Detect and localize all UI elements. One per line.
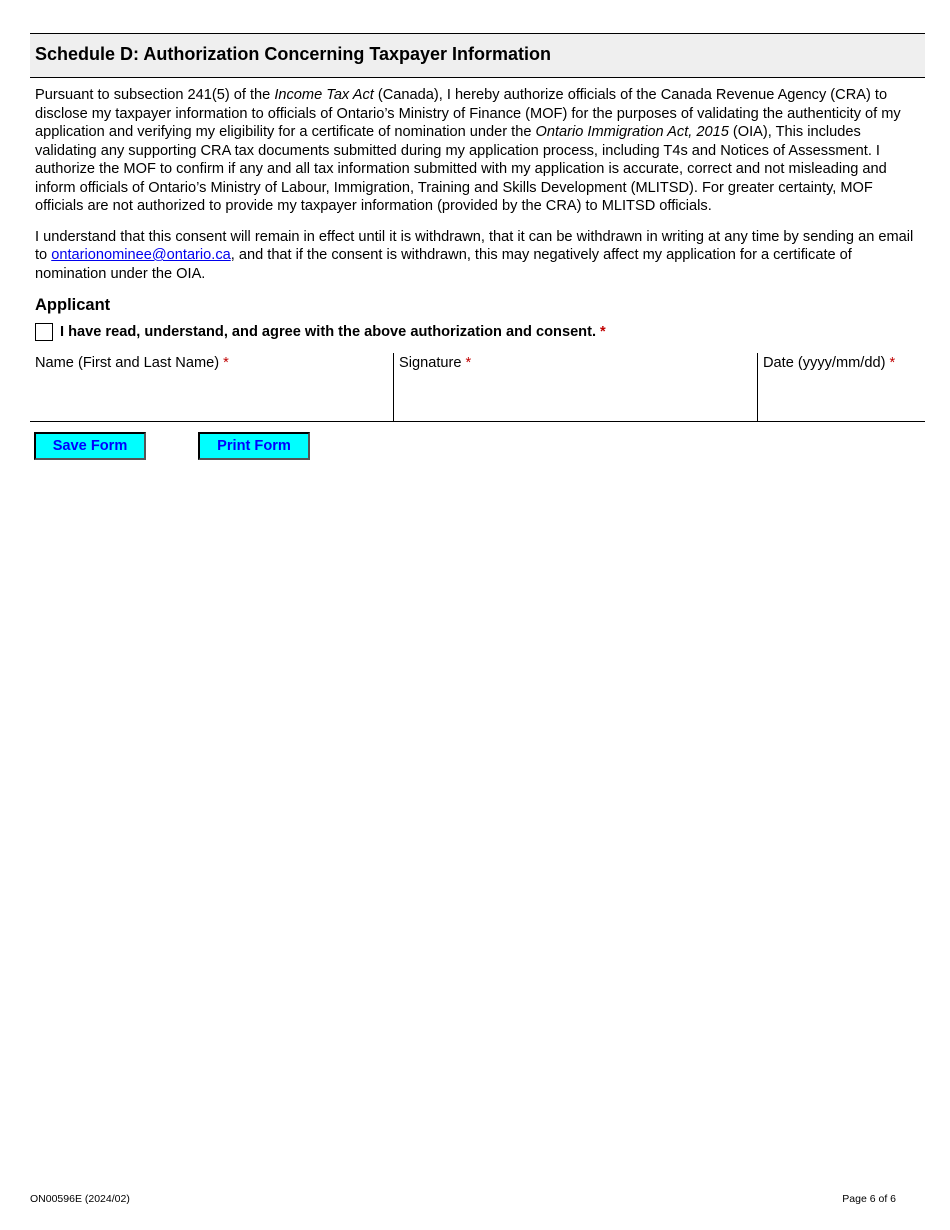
date-input[interactable] [763, 377, 924, 415]
auth-text-part: (OIA), This includes validating any supporting CRA tax documents submitted during my application process, including T4s and Notices of Assessment. I authorize the MOF to confirm if any and all tax information submitted with my application is accurate, correct and not misleading and inform officials of Ontario’s Ministry of Labour, Immigration, Training and Skills Development (MLITSD). For greater certainty, MOF officials are not authorized to provide my taxpayer information (provided by the CRA) to MLITSD officials. [35, 124, 887, 214]
print-form-button[interactable]: Print Form [198, 432, 310, 460]
schedule-title-text: Schedule D: Authorization Concerning Taxpayer Information [35, 44, 552, 64]
email-link[interactable]: ontarionominee@ontario.ca [51, 247, 231, 263]
auth-text-part: (Canada), I hereby authorize officials of the Canada Revenue Agency (CRA) to disclose my taxpayer information to officials of Ontario’s Ministry of Finance (MOF) for the purposes of validating the authenticity of my application and verifying my eligibility for a certificate of nomination under the [35, 87, 901, 140]
form-page [30, 33, 925, 460]
applicant-fields-row [30, 353, 925, 422]
form-code: ON00596E (2024/02) [30, 1193, 130, 1205]
withdrawal-text-part: I understand that this consent will remain in effect until it is withdrawn, that it can be withdrawn in writing at any time by sending an email to [35, 228, 914, 263]
applicant-heading: Applicant [35, 296, 111, 314]
authorization-paragraph [30, 86, 925, 216]
consent-label: I have read, understand, and agree with the above authorization and consent. [60, 324, 597, 340]
date-field [757, 353, 925, 421]
consent-checkbox[interactable] [35, 323, 53, 341]
required-marker: * [223, 355, 229, 371]
name-field-label: Name (First and Last Name) [35, 355, 220, 371]
signature-field [393, 353, 757, 421]
act-name-ontario-immigration: Ontario Immigration Act, 2015 [535, 124, 729, 140]
required-marker: * [600, 324, 606, 340]
form-actions [30, 432, 925, 460]
signature-field-label: Signature [399, 355, 462, 371]
withdrawal-paragraph [30, 228, 925, 284]
date-field-label: Date (yyyy/mm/dd) [763, 355, 886, 371]
page-number: Page 6 of 6 [842, 1193, 896, 1205]
name-input[interactable] [35, 377, 392, 415]
schedule-title [30, 33, 925, 78]
required-marker: * [465, 355, 472, 371]
required-marker: * [889, 355, 896, 371]
withdrawal-text-part: , and that if the consent is withdrawn, this may negatively affect my application for a certificate of nomination under the OIA. [35, 247, 852, 282]
auth-text-part: Pursuant to subsection 241(5) of the [35, 87, 275, 103]
signature-input[interactable] [399, 377, 756, 415]
consent-row [30, 323, 925, 341]
act-name-income-tax: Income Tax Act [274, 87, 374, 103]
save-form-button[interactable]: Save Form [34, 432, 146, 460]
name-field [30, 353, 393, 421]
